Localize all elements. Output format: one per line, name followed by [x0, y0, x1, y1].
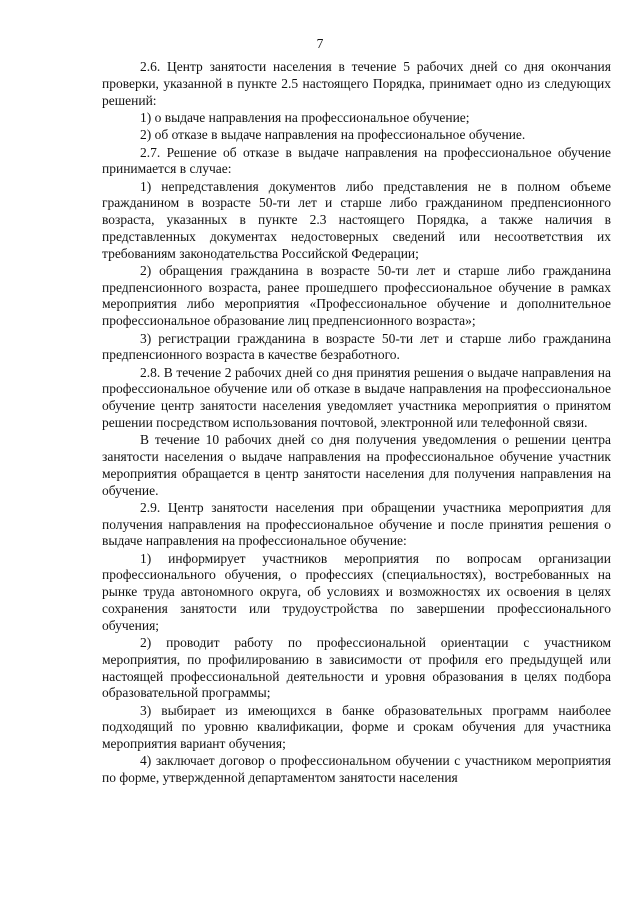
paragraph-2-7: 2.7. Решение об отказе в выдаче направления на профессиональное обучение принимается в случае: [102, 144, 611, 177]
list-item-refusal-reason-1: 1) непредставления документов либо представления не в полном объеме гражданином в возрасте 50-ти лет и старше либо гражданином предпенсионного возраста, указанных в пункте 2.3 настоящего Порядка, а также наличия в представленных документах недостоверных сведений или несоответствия их требованиям законодательства Российской Федерации; [102, 178, 611, 261]
paragraph-2-9: 2.9. Центр занятости населения при обращении участника мероприятия для получения направления на профессиональное обучение и после принятия решения о выдаче направления на профессиональное обучение: [102, 499, 611, 549]
paragraph-2-8-continued: В течение 10 рабочих дней со дня получения уведомления о решении центра занятости населения о выдаче направления на профессиональное обучение участник мероприятия обращается в центр занятости населения для получения направления на обучение. [102, 432, 611, 498]
paragraph-2-8: 2.8. В течение 2 рабочих дней со дня принятия решения о выдаче направления на профессиональное обучение или об отказе в выдаче направления на профессиональное обучение центр занятости населения уведомляет участника мероприятия о принятом решении посредством использования почтовой, электронной или телефонной связи. [102, 364, 611, 430]
page-number: 7 [316, 36, 324, 51]
list-item-center-action-2: 2) проводит работу по профессиональной ориентации с участником мероприятия, по профилированию в зависимости от профиля его предыдущей или настоящей профессиональной деятельности и уровня образования в целях подбора образовательной программы; [102, 635, 611, 701]
list-item-refusal-reason-3: 3) регистрации гражданина в возрасте 50-ти лет и старше либо гражданина предпенсионного возраста в качестве безработного. [102, 330, 611, 363]
list-item-center-action-3: 3) выбирает из имеющихся в банке образовательных программ наиболее подходящий по уровню квалификации, форме и срокам обучения для участника мероприятия вариант обучения; [102, 702, 611, 752]
list-item-decision-issue: 1) о выдаче направления на профессиональное обучение; [140, 109, 470, 125]
list-item-refusal-reason-2: 2) обращения гражданина в возрасте 50-ти лет и старше либо гражданина предпенсионного возраста, ранее прошедшего профессиональное обучение в рамках мероприятия либо мероприятия «Профессиональное обучение и дополнительное профессиональное образование лиц предпенсионного возраста»; [102, 262, 611, 329]
list-item-center-action-1: 1) информирует участников мероприятия по вопросам организации профессионального обучения, о профессиях (специальностях), востребованных на рынке труда автономного округа, об условиях и возможностях их освоения в целях сохранения занятости или трудоустройства по завершении профессионального обучения; [102, 550, 611, 633]
list-item-center-action-4: 4) заключает договор о профессиональном обучении с участником мероприятия по форме, утвержденной департаментом занятости населения [102, 753, 611, 786]
list-item-decision-refuse: 2) об отказе в выдаче направления на профессиональное обучение. [140, 127, 526, 143]
paragraph-2-6: 2.6. Центр занятости населения в течение 5 рабочих дней со дня окончания проверки, указанной в пункте 2.5 настоящего Порядка, принимает одно из следующих решений: [102, 59, 611, 108]
document-body [102, 59, 611, 787]
